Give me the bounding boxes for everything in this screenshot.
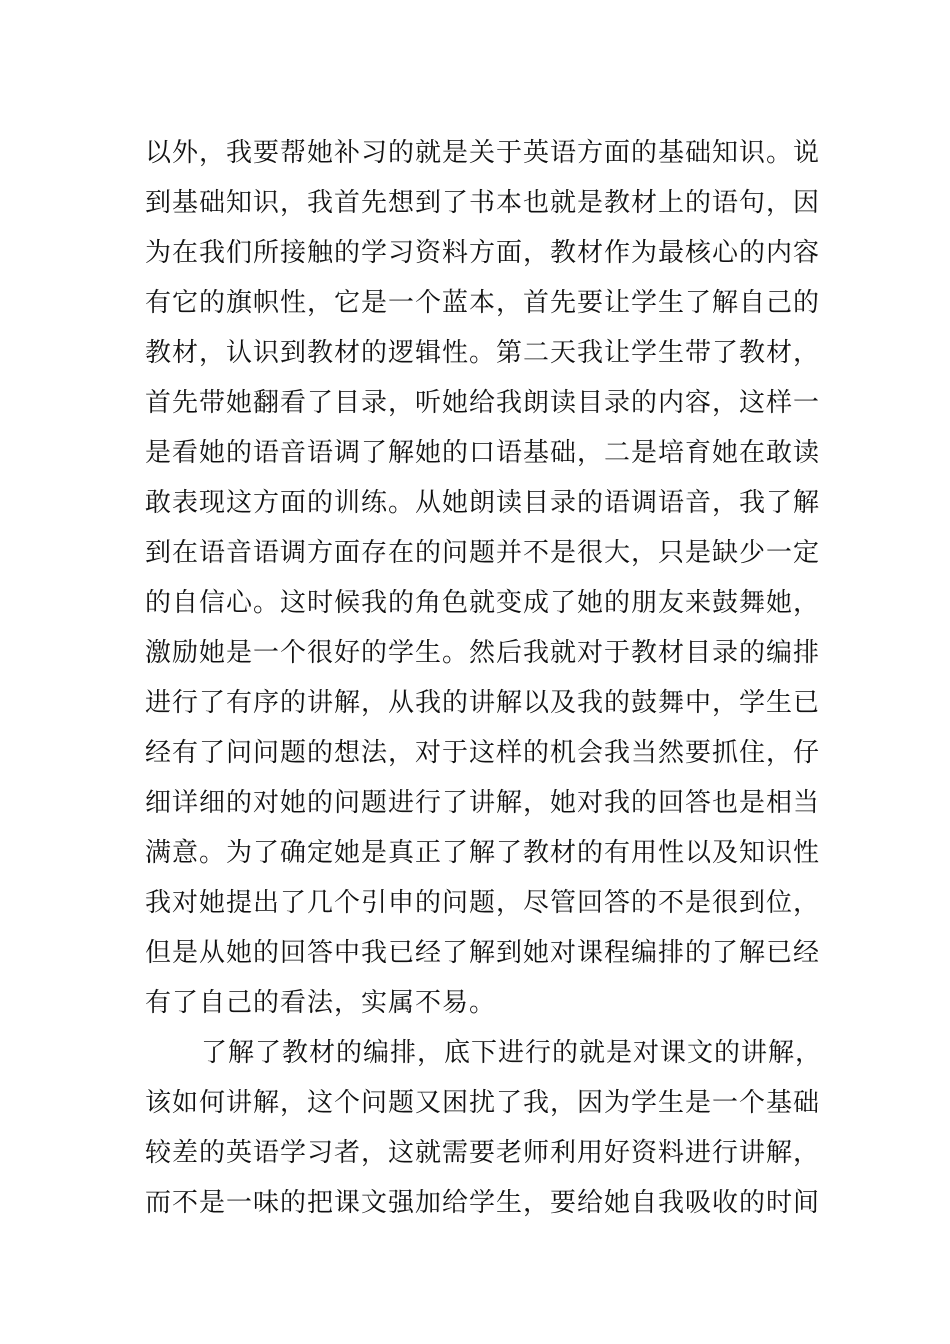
text-line: 该如何讲解，这个问题又困扰了我，因为学生是一个基础: [145, 1088, 821, 1118]
text-line: 到在语音语调方面存在的问题并不是很大，只是缺少一定: [145, 538, 821, 568]
text-line: 有它的旗帜性，它是一个蓝本，首先要让学生了解自己的: [145, 288, 821, 318]
text-line: 但是从她的回答中我已经了解到她对课程编排的了解已经: [145, 938, 821, 968]
text-line: 到基础知识，我首先想到了书本也就是教材上的语句，因: [145, 188, 821, 218]
text-line: 较差的英语学习者，这就需要老师利用好资料进行讲解，: [145, 1138, 821, 1168]
text-line: 细详细的对她的问题进行了讲解，她对我的回答也是相当: [145, 788, 821, 818]
text-line: 激励她是一个很好的学生。然后我就对于教材目录的编排: [145, 638, 821, 668]
text-line: 教材，认识到教材的逻辑性。第二天我让学生带了教材，: [145, 338, 821, 368]
text-line: 有了自己的看法，实属不易。: [145, 988, 497, 1018]
text-line: 满意。为了确定她是真正了解了教材的有用性以及知识性: [145, 838, 821, 868]
text-line: 进行了有序的讲解，从我的讲解以及我的鼓舞中，学生已: [145, 688, 821, 718]
body-text: [145, 128, 823, 1228]
paragraph-first-line: 了解了教材的编排，底下进行的就是对课文的讲解，: [201, 1038, 823, 1068]
text-line: 而不是一味的把课文强加给学生，要给她自我吸收的时间: [145, 1188, 821, 1218]
text-line: 是看她的语音语调了解她的口语基础，二是培育她在敢读: [145, 438, 821, 468]
text-line: 首先带她翻看了目录，听她给我朗读目录的内容，这样一: [145, 388, 821, 418]
text-line: 经有了问问题的想法，对于这样的机会我当然要抓住，仔: [145, 738, 821, 768]
text-line: 敢表现这方面的训练。从她朗读目录的语调语音，我了解: [145, 488, 821, 518]
text-line: 的自信心。这时候我的角色就变成了她的朋友来鼓舞她，: [145, 588, 821, 618]
text-line: 以外，我要帮她补习的就是关于英语方面的基础知识。说: [145, 138, 821, 168]
text-line: 为在我们所接触的学习资料方面，教材作为最核心的内容: [145, 238, 821, 268]
text-line: 我对她提出了几个引申的问题，尽管回答的不是很到位，: [145, 888, 821, 918]
